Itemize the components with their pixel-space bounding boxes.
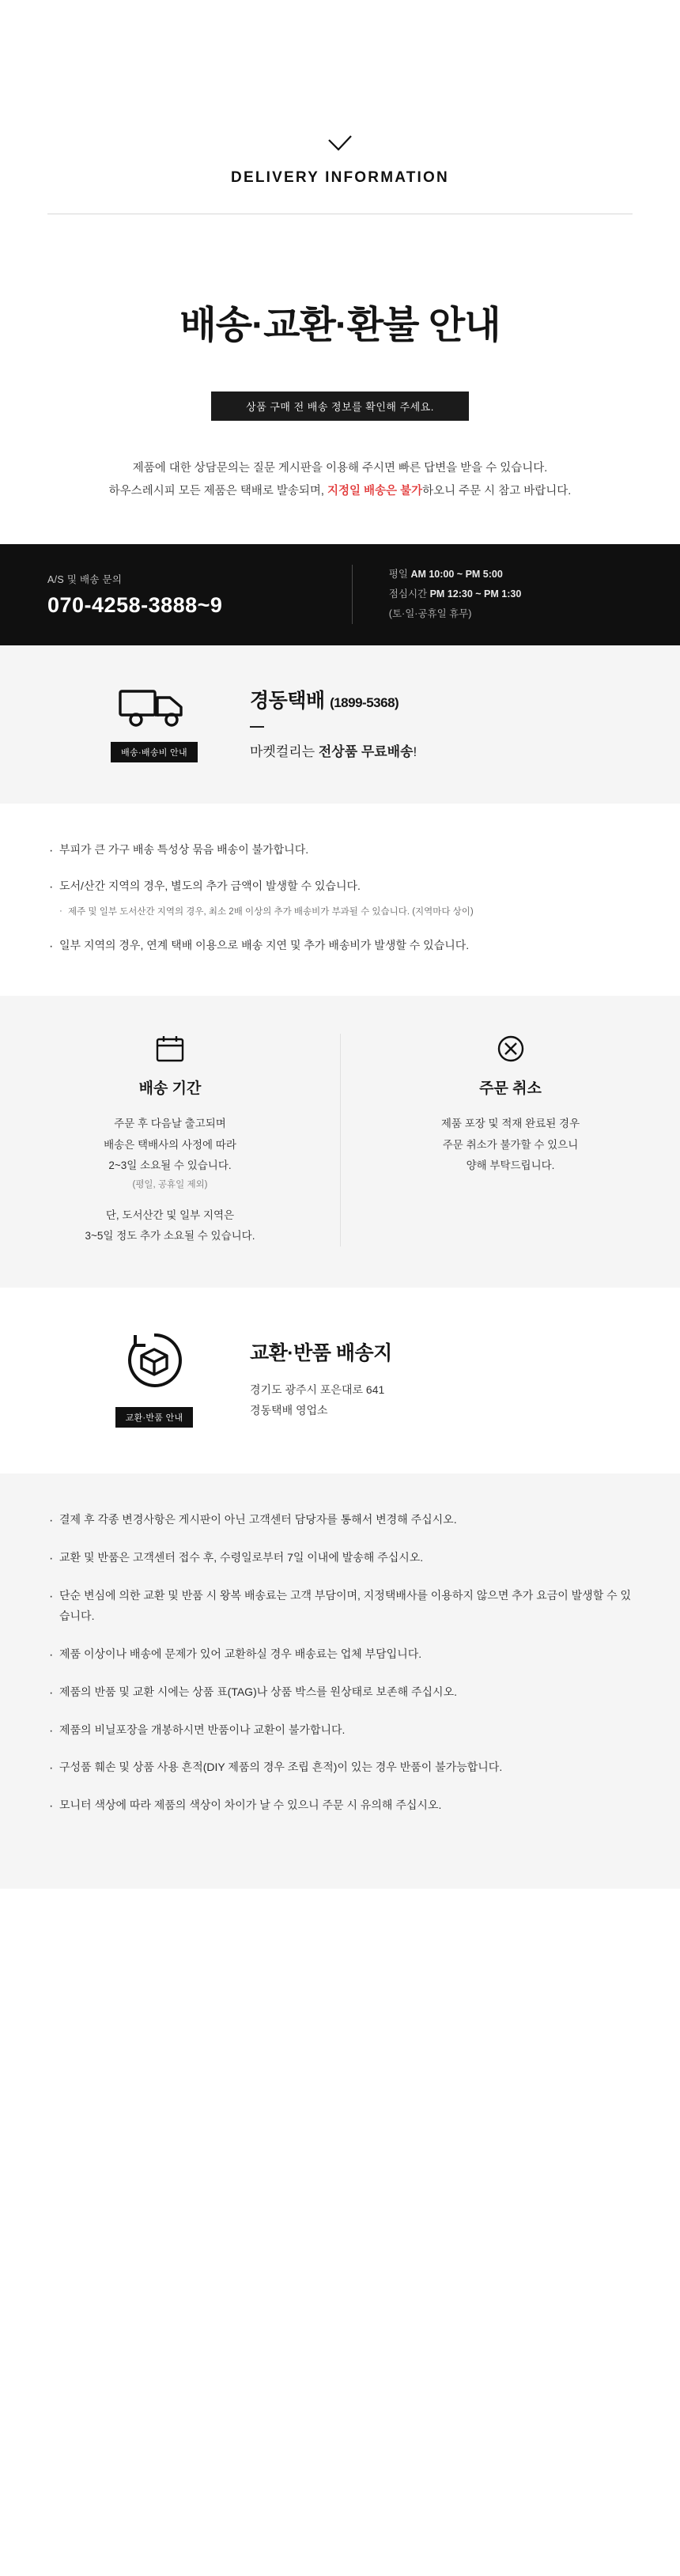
note-text: 도서/산간 지역의 경우, 별도의 추가 금액이 발생할 수 있습니다.	[59, 879, 361, 892]
delivery-sub-after: !	[413, 744, 417, 760]
return-address-lines	[250, 1380, 392, 1421]
address-line-2: 경동택배 영업소	[250, 1403, 328, 1417]
contact-hours	[352, 565, 521, 624]
intro-line-2	[0, 480, 680, 503]
address-line-1: 경기도 광주시 포은대로 641	[250, 1383, 385, 1396]
delivery-period-column	[0, 1034, 340, 1246]
note-item	[47, 840, 633, 861]
return-address-panel	[0, 1288, 680, 1473]
cancel-line-2: 주문 취소가 불가할 수 있으니	[442, 1138, 579, 1151]
note-subtext: · 제주 및 일부 도서산간 지역의 경우, 최소 2배 이상의 추가 배송비가 부과될 수 있습니다. (지역마다 상이)	[59, 904, 633, 921]
hours-lunch-label: 점심시간	[388, 588, 428, 600]
period-small-note: (평일, 공휴일 제외)	[132, 1180, 208, 1190]
delivery-company-name-row	[250, 685, 417, 713]
contact-left	[47, 572, 352, 618]
policy-note-item: · 결제 후 각종 변경사항은 게시판이 아닌 고객센터 담당자를 통해서 변경해 주십시오.	[47, 1510, 633, 1530]
contact-label: A/S 및 배송 문의	[47, 573, 123, 585]
intro-line-1: 제품에 대한 상담문의는 질문 게시판을 이용해 주시면 빠른 답변을 받을 수 있습니다.	[132, 461, 548, 475]
intro-highlight: 지정일 배송은 불가	[327, 484, 423, 497]
hours-weekday-value: AM 10:00 ~ PM 5:00	[410, 569, 503, 581]
cancel-icon-wrap	[372, 1034, 648, 1065]
return-address-title: 교환·반품 배송지	[250, 1341, 392, 1364]
cancel-circle-icon	[496, 1034, 526, 1064]
note-text: 일부 지역의 경우, 연계 택배 이용으로 배송 지연 및 추가 배송비가 발생할 수 있습니다.	[59, 939, 470, 952]
delivery-badge: 배송·배송비 안내	[111, 742, 198, 762]
hours-weekday-label: 평일	[388, 569, 408, 581]
title-block	[0, 214, 680, 503]
return-address-inner	[95, 1330, 585, 1428]
policy-note-item: · 구성품 훼손 및 상품 사용 흔적(DIY 제품의 경우 조립 흔적)이 있는 경우 반품이 불가능합니다.	[47, 1757, 633, 1778]
truck-icon	[118, 683, 191, 729]
delivery-sub-highlight: 전상품 무료배송	[318, 744, 414, 760]
cancel-line-1: 제품 포장 및 적재 완료된 경우	[440, 1118, 580, 1130]
policy-note-item: · 모니터 색상에 따라 제품의 색상이 차이가 날 수 있으니 주문 시 유의해 주십시오.	[47, 1795, 633, 1816]
policy-notes-list	[0, 1473, 680, 1889]
order-cancel-body	[372, 1114, 648, 1176]
delivery-company-sub	[250, 740, 417, 760]
policy-note-item: · 제품 이상이나 배송에 문제가 있어 교환하실 경우 배송료는 업체 부담입니다.	[47, 1644, 633, 1665]
period-line-1: 주문 후 다음날 출고되며	[114, 1118, 226, 1130]
page-header-title: DELIVERY INFORMATION	[231, 169, 449, 186]
return-badge: 교환·반품 안내	[115, 1407, 194, 1428]
info-two-column	[0, 996, 680, 1288]
delivery-company-name: 경동택배	[250, 690, 325, 713]
delivery-company-panel	[0, 645, 680, 804]
period-line-3: 2~3일 소요될 수 있습니다.	[108, 1159, 232, 1171]
intro-text	[0, 457, 680, 503]
delivery-company-tel: (1899-5368)	[330, 695, 399, 711]
policy-note-item: · 교환 및 반품은 고객센터 접수 후, 수령일로부터 7일 이내에 발송해 주십시오.	[47, 1548, 633, 1568]
policy-note-item: · 제품의 반품 및 교환 시에는 상품 표(TAG)나 상품 박스를 원상태로 보존해 주십시오.	[47, 1682, 633, 1703]
dash-divider	[250, 726, 264, 728]
cancel-line-3: 양해 부탁드립니다.	[466, 1159, 555, 1171]
note-item	[47, 936, 633, 956]
calendar-icon-wrap	[32, 1034, 308, 1065]
hours-weekday-row	[389, 565, 521, 584]
delivery-sub-before: 마켓컬리는	[250, 744, 319, 760]
page-header	[0, 0, 680, 214]
box-return-icon	[124, 1330, 184, 1390]
policy-note-item: · 단순 변심에 의한 교환 및 반품 시 왕복 배송료는 고객 부담이며, 지정택배사를 이용하지 않으면 추가 요금이 발생할 수 있습니다.	[47, 1586, 633, 1627]
hours-lunch-row	[389, 584, 521, 604]
note-item	[47, 876, 633, 921]
intro-line-2-before: 하우스레시피 모든 제품은 택배로 발송되며,	[108, 484, 327, 497]
order-cancel-column	[340, 1034, 680, 1246]
delivery-notes-list	[0, 804, 680, 996]
delivery-company-inner	[95, 683, 585, 762]
subtitle-banner: 상품 구매 전 배송 정보를 확인해 주세요.	[211, 392, 469, 421]
policy-note-item: · 제품의 비닐포장을 개봉하시면 반품이나 교환이 불가합니다.	[47, 1720, 633, 1741]
hours-lunch-value: PM 12:30 ~ PM 1:30	[429, 588, 522, 600]
period-line-4: 단, 도서산간 및 일부 지역은	[105, 1209, 235, 1221]
delivery-period-title: 배송 기간	[138, 1080, 202, 1098]
delivery-company-icon-wrap	[95, 683, 213, 762]
spacer	[32, 1194, 308, 1205]
period-line-2: 배송은 택배사의 사정에 따라	[104, 1138, 236, 1151]
delivery-company-text	[250, 685, 417, 760]
calendar-icon	[155, 1034, 185, 1064]
contact-bar	[0, 544, 680, 645]
delivery-period-body	[32, 1114, 308, 1246]
order-cancel-title: 주문 취소	[479, 1080, 542, 1098]
period-line-5: 3~5일 정도 추가 소요될 수 있습니다.	[85, 1229, 255, 1242]
return-icon-wrap	[95, 1330, 213, 1428]
check-icon	[327, 134, 353, 152]
page-title: 배송·교환·환불 안내	[179, 305, 501, 347]
note-text: 부피가 큰 가구 배송 특성상 묶음 배송이 불가합니다.	[59, 842, 309, 856]
contact-phone[interactable]: 070-4258-3888~9	[47, 592, 223, 617]
return-address-text	[250, 1337, 392, 1421]
intro-line-2-after: 하오니 주문 시 참고 바랍니다.	[422, 484, 572, 497]
hours-off: (토·일·공휴일 휴무)	[388, 608, 472, 620]
